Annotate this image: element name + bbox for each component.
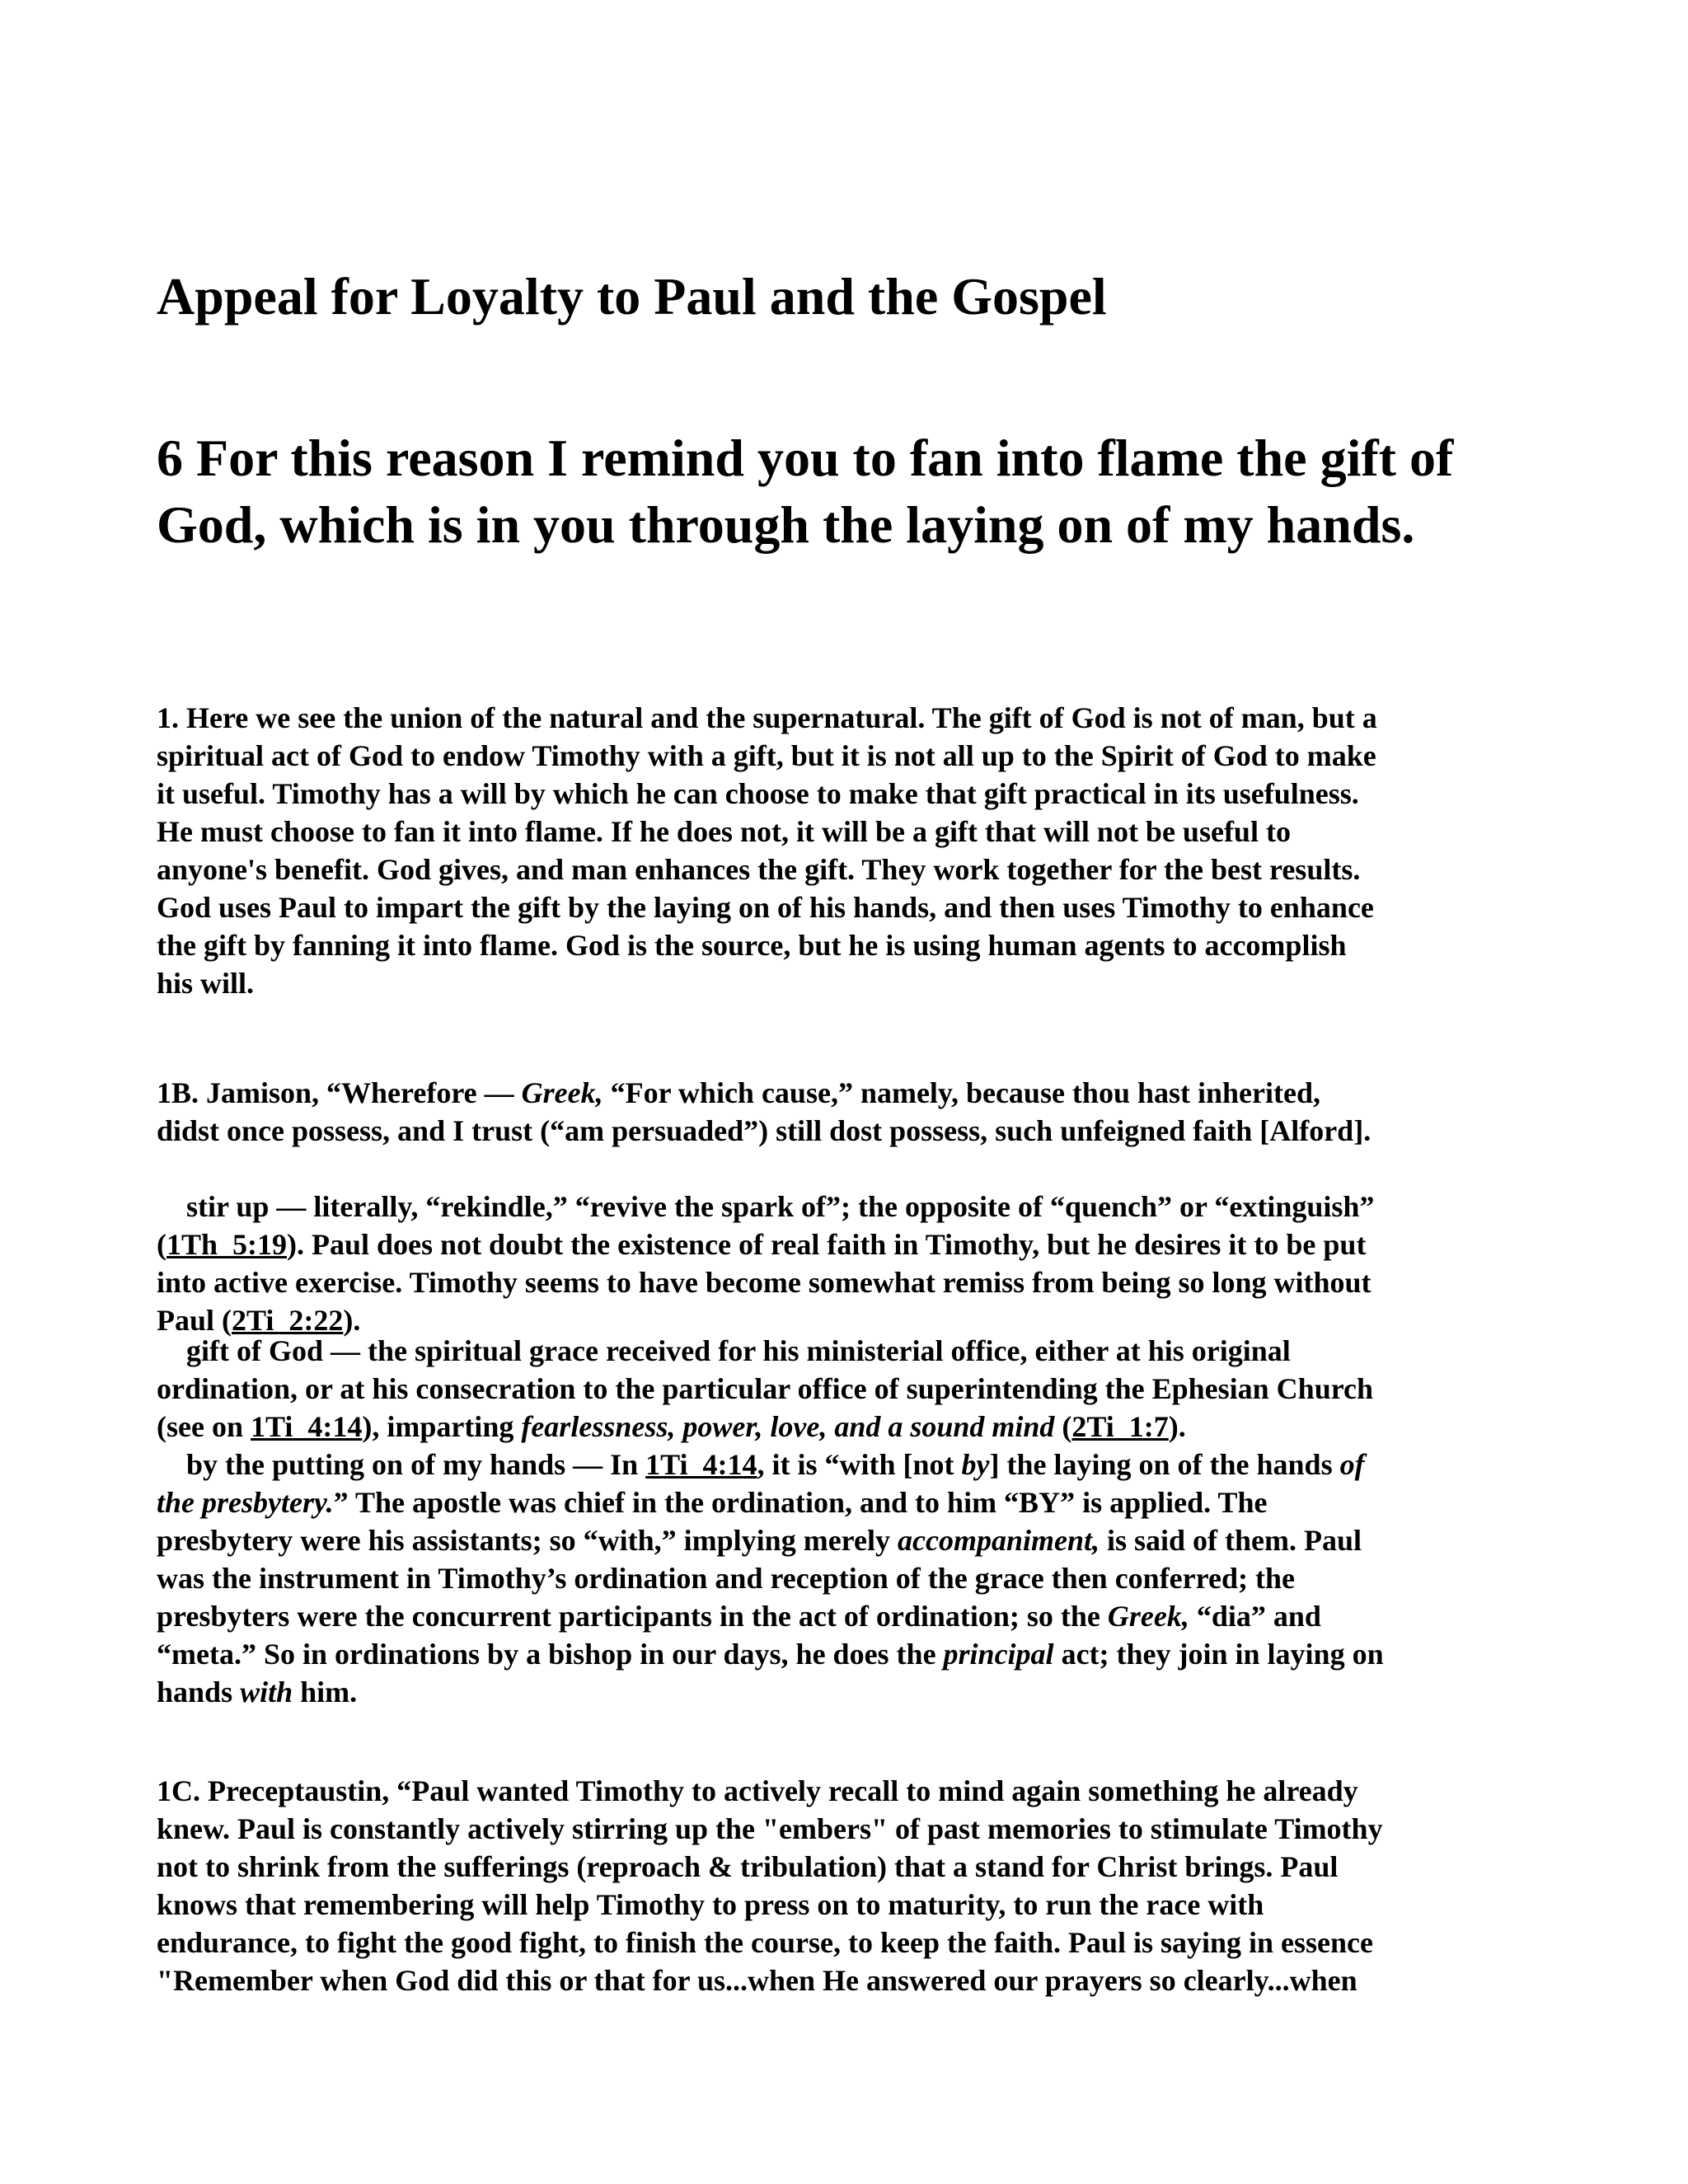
text-line: stir up — literally, “rekindle,” “revive the spark of”; the opposite of “quench” or “extinguish”: [186, 1190, 1375, 1223]
text-run: “dia” and: [1189, 1600, 1321, 1633]
text-run: , it is “with [not: [757, 1448, 962, 1481]
text-line: 1. Here we see the union of the natural and the supernatural. The gift of God is not of man, but a: [157, 701, 1377, 734]
text-run: (: [157, 1228, 166, 1261]
scripture-link[interactable]: 1Ti_4:14: [645, 1448, 757, 1481]
text-run: “For which cause,” namely, because thou hast inherited,: [603, 1076, 1320, 1109]
text-line: knew. Paul is constantly actively stirring up the "embers" of past memories to stimulate Timothy: [157, 1812, 1383, 1845]
text-run: (: [1054, 1410, 1072, 1443]
italic-text: by: [961, 1448, 990, 1481]
text-line: "Remember when God did this or that for us...when He answered our prayers so clearly...when: [157, 1964, 1357, 1997]
scripture-link[interactable]: 2Ti_2:22: [232, 1304, 344, 1337]
text-line: 1C. Preceptaustin, “Paul wanted Timothy to actively recall to mind again something he already: [157, 1774, 1358, 1807]
text-run: Paul (: [157, 1304, 232, 1337]
text-run: presbytery were his assistants; so “with,” implying merely: [157, 1524, 898, 1557]
text-run: (see on: [157, 1410, 251, 1443]
text-run: ), imparting: [362, 1410, 522, 1443]
scripture-link[interactable]: 2Ti_1:7: [1071, 1410, 1169, 1443]
text-run: act; they join in laying on: [1053, 1638, 1384, 1671]
text-line: [157, 1483, 1525, 1521]
text-line: [157, 1074, 1525, 1112]
text-run: ).: [1168, 1410, 1186, 1443]
text-line: the gift by fanning it into flame. God is the source, but he is using human agents to accomplish: [157, 929, 1347, 962]
putting-on-hands-paragraph: [157, 1446, 1525, 1711]
verse-line: God, which is in you through the laying on of my hands.: [157, 495, 1415, 554]
italic-text: Greek,: [521, 1076, 603, 1109]
text-line: into active exercise. Timothy seems to have become somewhat remiss from being so long without: [157, 1266, 1372, 1299]
jamison-paragraph: [157, 1074, 1525, 1150]
text-run: ).: [343, 1304, 361, 1337]
text-line: [157, 1597, 1525, 1635]
text-line: endurance, to fight the good fight, to finish the course, to keep the faith. Paul is saying in essence: [157, 1926, 1373, 1959]
commentary-paragraph-1: [157, 699, 1525, 1002]
text-line: gift of God — the spiritual grace received for his ministerial office, either at his original: [186, 1334, 1291, 1367]
text-run: “meta.” So in ordinations by a bishop in our days, he does the: [157, 1638, 944, 1671]
scripture-link[interactable]: 1Th_5:19: [166, 1228, 288, 1261]
text-run: by the putting on of my hands — In: [186, 1448, 646, 1481]
text-line: it useful. Timothy has a will by which he can choose to make that gift practical in its usefulness.: [157, 777, 1359, 810]
text-run: ). Paul does not doubt the existence of real faith in Timothy, but he desires it to be put: [287, 1228, 1367, 1261]
text-line: [157, 1446, 1525, 1483]
text-run: is said of them. Paul: [1099, 1524, 1362, 1557]
text-line: [157, 1635, 1525, 1673]
text-line: knows that remembering will help Timothy to press on to maturity, to run the race with: [157, 1888, 1264, 1921]
text-line: was the instrument in Timothy’s ordination and reception of the grace then conferred; the: [157, 1562, 1295, 1595]
text-line: [157, 1521, 1525, 1559]
text-line: anyone's benefit. God gives, and man enhances the gift. They work together for the best results.: [157, 853, 1361, 886]
section-heading: Appeal for Loyalty to Paul and the Gospel: [157, 267, 1107, 326]
scripture-link[interactable]: 1Ti_4:14: [250, 1410, 363, 1443]
text-run: presbyters were the concurrent participants in the act of ordination; so the: [157, 1600, 1108, 1633]
italic-text: with: [240, 1675, 293, 1708]
text-line: God uses Paul to impart the gift by the laying on of his hands, and then uses Timothy to enhance: [157, 891, 1374, 924]
text-line: He must choose to fan it into flame. If he does not, it will be a gift that will not be useful to: [157, 815, 1291, 848]
italic-text: fearlessness, power, love, and a sound mind: [521, 1410, 1055, 1443]
text-line: ordination, or at his consecration to the particular office of superintending the Ephesian Church: [157, 1372, 1374, 1405]
text-run: hands: [157, 1675, 241, 1708]
text-run: him.: [293, 1675, 358, 1708]
stir-up-paragraph: [157, 1188, 1525, 1339]
italic-text: principal: [943, 1638, 1054, 1671]
preceptaustin-paragraph: [157, 1772, 1525, 1999]
text-line: [157, 1408, 1525, 1446]
gift-of-god-paragraph: [157, 1332, 1525, 1446]
verse-heading: [157, 424, 1558, 558]
italic-text: of: [1339, 1448, 1365, 1481]
text-run: ” The apostle was chief in the ordination, and to him “BY” is applied. The: [333, 1486, 1268, 1519]
verse-line: 6 For this reason I remind you to fan into flame the gift of: [157, 429, 1454, 487]
text-line: spiritual act of God to endow Timothy with a gift, but it is not all up to the Spirit of God to make: [157, 739, 1376, 772]
text-run: ] the laying on of the hands: [989, 1448, 1340, 1481]
italic-text: Greek,: [1107, 1600, 1189, 1633]
text-line: not to shrink from the sufferings (reproach & tribulation) that a stand for Christ brings. Paul: [157, 1850, 1339, 1883]
text-line: [157, 1673, 1525, 1711]
text-line: didst once possess, and I trust (“am persuaded”) still dost possess, such unfeigned faith [Alford].: [157, 1114, 1372, 1147]
text-line: his will.: [157, 967, 255, 1000]
italic-text: the presbytery.: [157, 1486, 334, 1519]
italic-text: accompaniment,: [897, 1524, 1100, 1557]
text-run: 1B. Jamison, “Wherefore —: [157, 1076, 522, 1109]
text-line: [157, 1226, 1525, 1263]
